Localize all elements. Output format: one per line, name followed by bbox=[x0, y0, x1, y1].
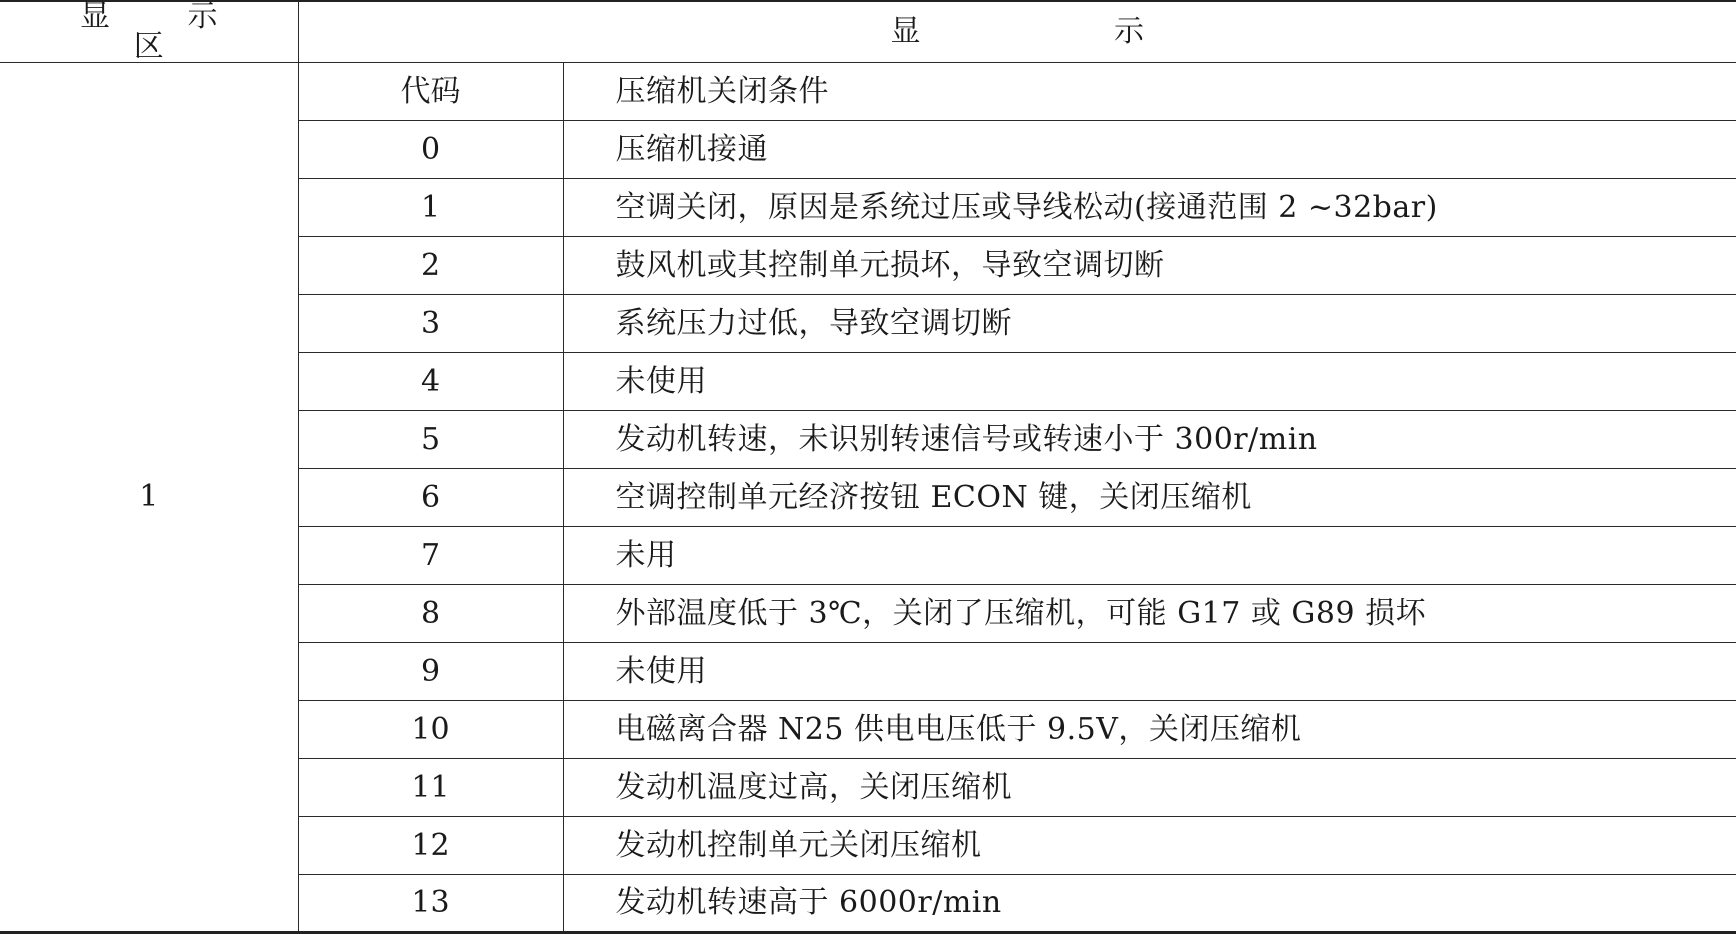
header-display-zone: 显 示 区 bbox=[0, 1, 298, 63]
code-cell: 8 bbox=[298, 585, 563, 643]
code-cell: 6 bbox=[298, 469, 563, 527]
description-cell: 未使用 bbox=[563, 643, 1736, 701]
description-cell: 空调控制单元经济按钮 ECON 键，关闭压缩机 bbox=[563, 469, 1736, 527]
description-cell: 发动机温度过高，关闭压缩机 bbox=[563, 759, 1736, 817]
code-cell: 11 bbox=[298, 759, 563, 817]
code-cell: 0 bbox=[298, 121, 563, 179]
description-cell: 未使用 bbox=[563, 353, 1736, 411]
description-cell: 外部温度低于 3℃，关闭了压缩机，可能 G17 或 G89 损坏 bbox=[563, 585, 1736, 643]
description-cell: 发动机转速，未识别转速信号或转速小于 300r/min bbox=[563, 411, 1736, 469]
code-cell: 3 bbox=[298, 295, 563, 353]
code-cell: 1 bbox=[298, 179, 563, 237]
description-cell: 系统压力过低，导致空调切断 bbox=[563, 295, 1736, 353]
code-cell: 7 bbox=[298, 527, 563, 585]
description-cell: 发动机转速高于 6000r/min bbox=[563, 875, 1736, 933]
code-cell: 10 bbox=[298, 701, 563, 759]
description-cell: 发动机控制单元关闭压缩机 bbox=[563, 817, 1736, 875]
description-cell: 电磁离合器 N25 供电电压低于 9.5V，关闭压缩机 bbox=[563, 701, 1736, 759]
code-cell: 13 bbox=[298, 875, 563, 933]
description-cell: 压缩机接通 bbox=[563, 121, 1736, 179]
code-cell: 4 bbox=[298, 353, 563, 411]
description-cell: 空调关闭，原因是系统过压或导线松动(接通范围 2 ~32bar) bbox=[563, 179, 1736, 237]
table-header-row bbox=[0, 1, 1736, 63]
description-cell: 未用 bbox=[563, 527, 1736, 585]
zone-cell: 1 bbox=[0, 63, 298, 933]
header-display: 显 示 bbox=[298, 1, 1736, 63]
description-cell: 鼓风机或其控制单元损坏，导致空调切断 bbox=[563, 237, 1736, 295]
code-cell: 12 bbox=[298, 817, 563, 875]
subheader-condition: 压缩机关闭条件 bbox=[563, 63, 1736, 121]
subheader-code: 代码 bbox=[298, 63, 563, 121]
code-cell: 9 bbox=[298, 643, 563, 701]
table-subheader-row bbox=[0, 63, 1736, 121]
code-cell: 2 bbox=[298, 237, 563, 295]
code-cell: 5 bbox=[298, 411, 563, 469]
table-body bbox=[0, 63, 1736, 933]
